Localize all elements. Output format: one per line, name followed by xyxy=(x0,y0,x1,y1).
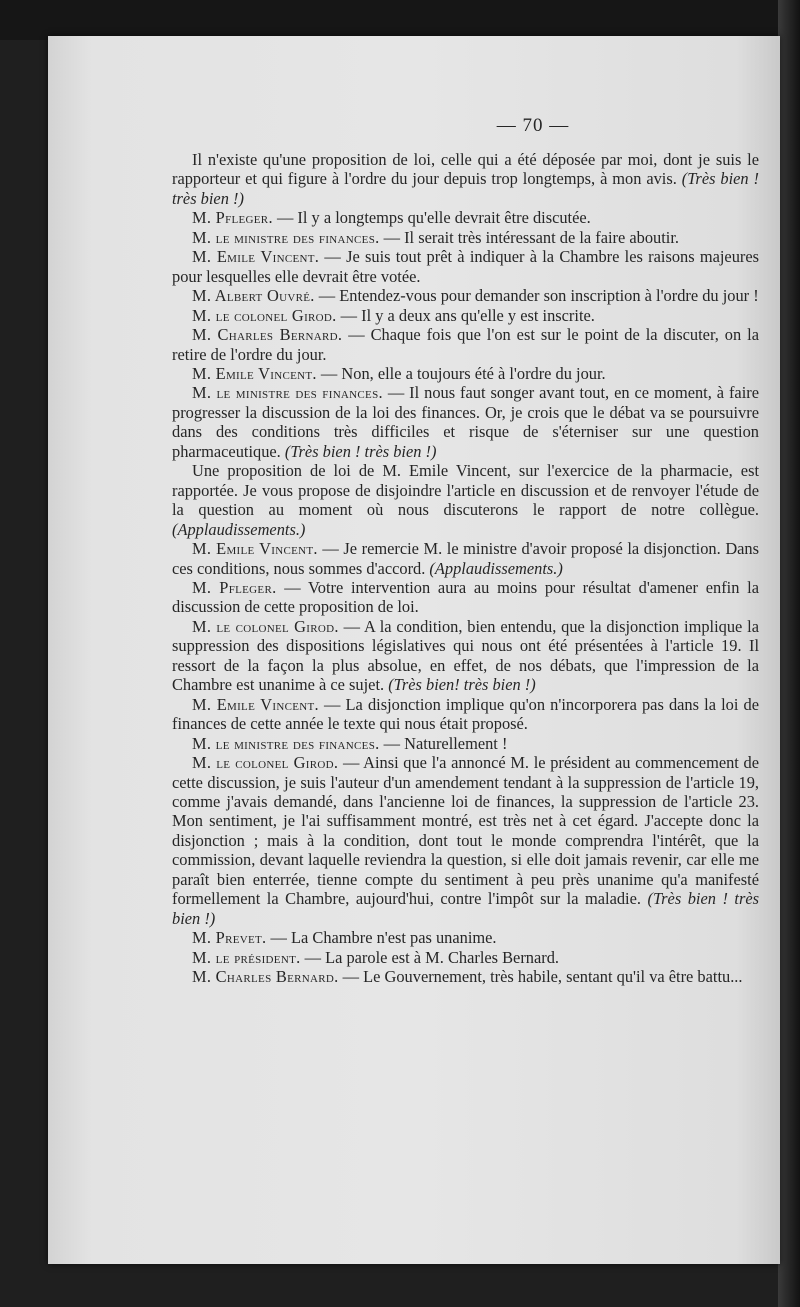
speaker-name: M. Albert Ouvré. xyxy=(192,286,315,306)
audience-reaction: (Très bien! très bien !) xyxy=(388,675,536,695)
paragraph-text: — Naturellement ! xyxy=(379,733,508,753)
paragraph-text: Une proposition de loi de M. Emile Vincent, sur l'exercice de la pharmacie, est rapportée. Je vous propose de disjoindre l'article en discussion et de renvoyer l'étude de la question au moment où nous discuterons le rapport de notre collègue. xyxy=(172,461,759,520)
paragraph xyxy=(172,734,759,753)
speaker-name: M. Charles Bernard. xyxy=(192,967,339,987)
speaker-name: M. Charles Bernard. xyxy=(192,325,343,345)
speaker-name: M. Emile Vincent. xyxy=(192,247,320,267)
paragraph-text: — Non, elle a toujours été à l'ordre du jour. xyxy=(316,363,606,383)
paragraph xyxy=(172,695,759,734)
audience-reaction: (Très bien ! très bien !) xyxy=(172,169,759,208)
speaker-name: M. le ministre des finances. xyxy=(192,227,380,247)
paragraph-text: — Votre intervention aura au moins pour résultat d'amener enfin la discussion de cette proposition de loi. xyxy=(172,577,759,617)
audience-reaction: (Applaudissements.) xyxy=(429,558,563,578)
paragraph-text: Il n'existe qu'une proposition de loi, celle qui a été déposée par moi, dont je suis le rapporteur et qui figure à l'ordre du jour depuis trop longtemps, à mon avis. xyxy=(172,150,759,189)
paragraph-text: — Ainsi que l'a annoncé M. le président au commencement de cette discussion, je suis l'auteur d'un amendement tendant à la suppression de l'article 19, comme j'avais demandé, dans l'ancienne loi de finances, la suppression de l'article 23. Mon sentiment, je l'ai suffisamment montré, est très net à cet égard. J'accepte donc la disjonction ; mais à la condition, dont tout le monde comprendra l'intérêt, que la commission, devant laquelle reviendra la question, si elle doit jamais revenir, car elle me paraît bien enterrée, tienne compte du sentiment à peu près unanime qu'a manifesté formellement la Chambre, aujourd'hui, contre l'impôt sur la maladie. xyxy=(172,753,759,909)
paragraph xyxy=(172,617,759,695)
paragraph-text: — Il serait très intéressant de la faire aboutir. xyxy=(379,227,679,247)
paragraph xyxy=(172,967,759,986)
paragraph xyxy=(172,208,759,227)
speaker-name: M. le colonel Girod. xyxy=(192,753,339,773)
paragraph-text: — Chaque fois que l'on est sur le point de la discuter, on la retire de l'ordre du jour. xyxy=(172,325,759,364)
speaker-name: M. Emile Vincent. xyxy=(192,539,318,559)
paragraph xyxy=(172,578,759,617)
document-body xyxy=(172,150,759,986)
paragraph-text: — La parole est à M. Charles Bernard. xyxy=(300,947,560,967)
paragraph xyxy=(172,753,759,928)
paragraph xyxy=(172,247,759,286)
paragraph xyxy=(172,228,759,247)
paragraph-text: — A la condition, bien entendu, que la disjonction implique la suppression des dispositions législatives qui nous ont été présentées à l'article 19. Il ressort de la façon la plus absolue, en effet, de nos débats, que l'impression de la Chambre est unanime à ce sujet. xyxy=(172,616,759,695)
paragraph xyxy=(172,948,759,967)
audience-reaction: (Très bien ! très bien !) xyxy=(172,889,759,928)
paragraph-text: — Il nous faut songer avant tout, en ce moment, à faire progresser la discussion de la loi des finances. Or, je crois que le débat va se poursuivre dans des conditions très difficiles et risque de s'éterniser sur une question pharmaceutique. xyxy=(172,383,759,461)
speaker-name: M. Pfleger. xyxy=(192,577,277,597)
speaker-name: M. le ministre des finances. xyxy=(192,383,383,403)
paragraph xyxy=(172,461,759,539)
audience-reaction: (Applaudissements.) xyxy=(172,519,306,539)
speaker-name: M. Prevet. xyxy=(192,928,267,948)
document-page xyxy=(48,36,780,1264)
page-number: — 70 — xyxy=(496,115,570,136)
paragraph xyxy=(172,325,759,364)
scan-background xyxy=(0,0,800,40)
speaker-name: M. Emile Vincent. xyxy=(192,694,319,714)
paragraph xyxy=(172,364,759,383)
speaker-name: M. Emile Vincent. xyxy=(192,363,317,383)
book-spine xyxy=(778,0,800,1307)
speaker-name: M. Pfleger. xyxy=(192,208,273,228)
paragraph-text: — La disjonction implique qu'on n'incorporera pas dans la loi de finances de cette année le texte qui nous était proposé. xyxy=(172,694,759,734)
paragraph-text: — Entendez-vous pour demander son inscription à l'ordre du jour ! xyxy=(314,286,759,306)
speaker-name: M. le colonel Girod. xyxy=(192,616,339,636)
paragraph-text: — Il y a longtemps qu'elle devrait être discutée. xyxy=(272,208,591,228)
paragraph xyxy=(172,306,759,325)
paragraph xyxy=(172,286,759,305)
paragraph-text: — Il y a deux ans qu'elle y est inscrite. xyxy=(336,305,595,325)
speaker-name: M. le président. xyxy=(192,947,301,967)
speaker-name: M. le ministre des finances. xyxy=(192,733,380,753)
paragraph xyxy=(172,928,759,947)
speaker-name: M. le colonel Girod. xyxy=(192,305,337,325)
paragraph-text: — Le Gouvernement, très habile, sentant qu'il va être battu... xyxy=(338,967,743,987)
paragraph xyxy=(172,539,759,578)
paragraph xyxy=(172,150,759,208)
paragraph-text: — Je suis tout prêt à indiquer à la Chambre les raisons majeures pour lesquelles elle devrait être votée. xyxy=(172,247,760,286)
audience-reaction: (Très bien ! très bien !) xyxy=(284,441,437,461)
paragraph-text: — Je remercie M. le ministre d'avoir proposé la disjonction. Dans ces conditions, nous sommes d'accord. xyxy=(172,539,759,578)
paragraph xyxy=(172,383,759,461)
paragraph-text: — La Chambre n'est pas unanime. xyxy=(266,928,497,948)
